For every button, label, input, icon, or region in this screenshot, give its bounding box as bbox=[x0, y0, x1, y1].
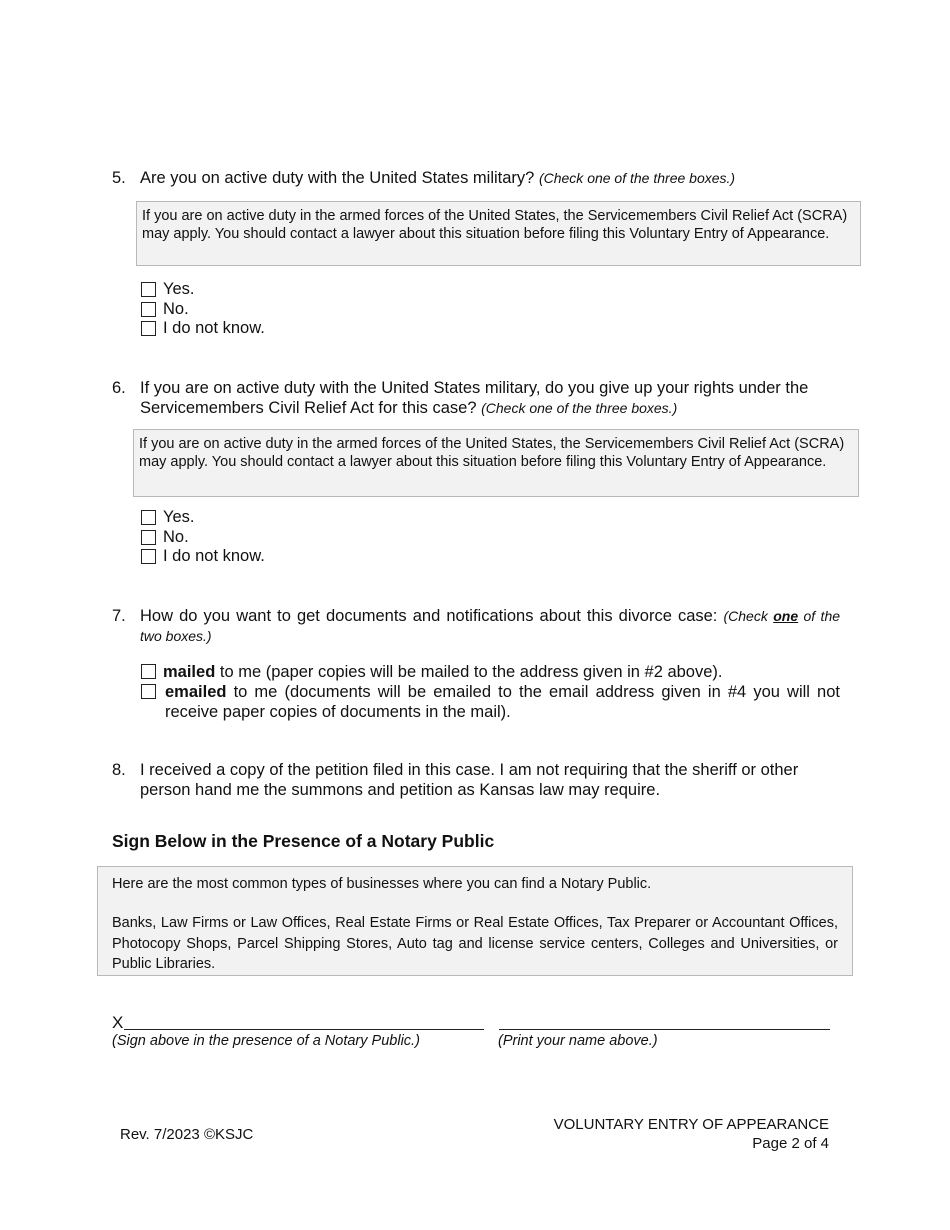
question-text: How do you want to get documents and notifications about this divorce case: bbox=[140, 607, 718, 625]
notary-business-list: Banks, Law Firms or Law Offices, Real Estate Firms or Real Estate Offices, Tax Preparer or Accountant Offices, Photocopy Shops, Parcel Shipping Stores, Auto tag and license service centers, Colleges and Universities, or Public Libraries. bbox=[112, 915, 838, 972]
scra-note-text: If you are on active duty in the armed forces of the United States, the Servicemembers Civil Relief Act (SCRA) may apply. You should contact a lawyer about this situation before filing this Voluntary Entry of Appearance. bbox=[142, 208, 848, 242]
question-7 bbox=[112, 606, 840, 646]
question-hint: (Check one of the two boxes.) bbox=[140, 608, 841, 644]
q5-option-no[interactable] bbox=[141, 300, 265, 320]
checkbox[interactable] bbox=[141, 510, 156, 525]
question-number: 6. bbox=[112, 379, 126, 397]
option-label: emailed to me (documents will be emailed to the email address given in #4 you will not receive paper copies of documents in the mail). bbox=[165, 682, 840, 721]
q5-options bbox=[141, 280, 265, 339]
scra-note-text: If you are on active duty in the armed forces of the United States, the Servicemembers Civil Relief Act (SCRA) may apply. You should contact a lawyer about this situation before filing this Voluntary Entry of Appearance. bbox=[139, 436, 845, 470]
question-number: 8. bbox=[112, 761, 126, 779]
question-hint: (Check one of the three boxes.) bbox=[481, 400, 678, 416]
scra-note bbox=[136, 201, 861, 266]
question-text: Are you on active duty with the United States military? bbox=[140, 169, 535, 187]
form-title: VOLUNTARY ENTRY OF APPEARANCE bbox=[553, 1116, 829, 1133]
option-label: No. bbox=[163, 299, 189, 318]
revision-note: Rev. 7/2023 ©KSJC bbox=[120, 1126, 254, 1143]
question-number: 5. bbox=[112, 169, 126, 187]
q6-options bbox=[141, 508, 265, 567]
q6-option-unknown[interactable] bbox=[141, 547, 265, 567]
q7-options bbox=[141, 662, 840, 722]
notary-heading: Sign Below in the Presence of a Notary Public bbox=[112, 831, 495, 851]
signature-caption: (Sign above in the presence of a Notary Public.) bbox=[112, 1033, 420, 1049]
question-number: 7. bbox=[112, 607, 126, 625]
option-label: mailed to me (paper copies will be mailed to the address given in #2 above). bbox=[163, 662, 723, 681]
q5-option-unknown[interactable] bbox=[141, 319, 265, 339]
notary-intro: Here are the most common types of businesses where you can find a Notary Public. bbox=[112, 876, 652, 892]
checkbox[interactable] bbox=[141, 282, 156, 297]
footer-right bbox=[554, 1115, 829, 1153]
q5-option-yes[interactable] bbox=[141, 280, 265, 300]
q7-option-emailed[interactable] bbox=[141, 682, 840, 722]
checkbox[interactable] bbox=[141, 684, 156, 699]
option-label: I do not know. bbox=[163, 547, 265, 566]
checkbox[interactable] bbox=[141, 321, 156, 336]
question-text: I received a copy of the petition filed in this case. I am not requiring that the sheriff or other person hand me the summons and petition as Kansas law may require. bbox=[140, 761, 799, 799]
question-8 bbox=[112, 760, 840, 800]
q6-option-no[interactable] bbox=[141, 528, 265, 548]
checkbox[interactable] bbox=[141, 549, 156, 564]
signature-line[interactable] bbox=[124, 1029, 484, 1030]
checkbox[interactable] bbox=[141, 530, 156, 545]
q6-option-yes[interactable] bbox=[141, 508, 265, 528]
question-hint: (Check one of the three boxes.) bbox=[538, 170, 736, 186]
page-number: Page 2 of 4 bbox=[752, 1135, 829, 1152]
option-label: Yes. bbox=[163, 508, 195, 527]
question-6 bbox=[112, 378, 842, 418]
q7-option-mailed[interactable] bbox=[141, 662, 840, 682]
question-text: If you are on active duty with the United States military, do you give up your rights under the Servicemembers Civil Relief Act for this case? bbox=[140, 379, 809, 417]
print-name-caption: (Print your name above.) bbox=[498, 1033, 658, 1049]
option-label: I do not know. bbox=[163, 319, 265, 338]
print-name-line[interactable] bbox=[499, 1029, 830, 1030]
checkbox[interactable] bbox=[141, 664, 156, 679]
checkbox[interactable] bbox=[141, 302, 156, 317]
notary-info-box bbox=[97, 866, 853, 976]
option-label: No. bbox=[163, 527, 189, 546]
option-label: Yes. bbox=[163, 280, 195, 299]
question-5 bbox=[112, 168, 842, 188]
scra-note bbox=[133, 429, 859, 497]
signature-x: X bbox=[112, 1013, 124, 1032]
